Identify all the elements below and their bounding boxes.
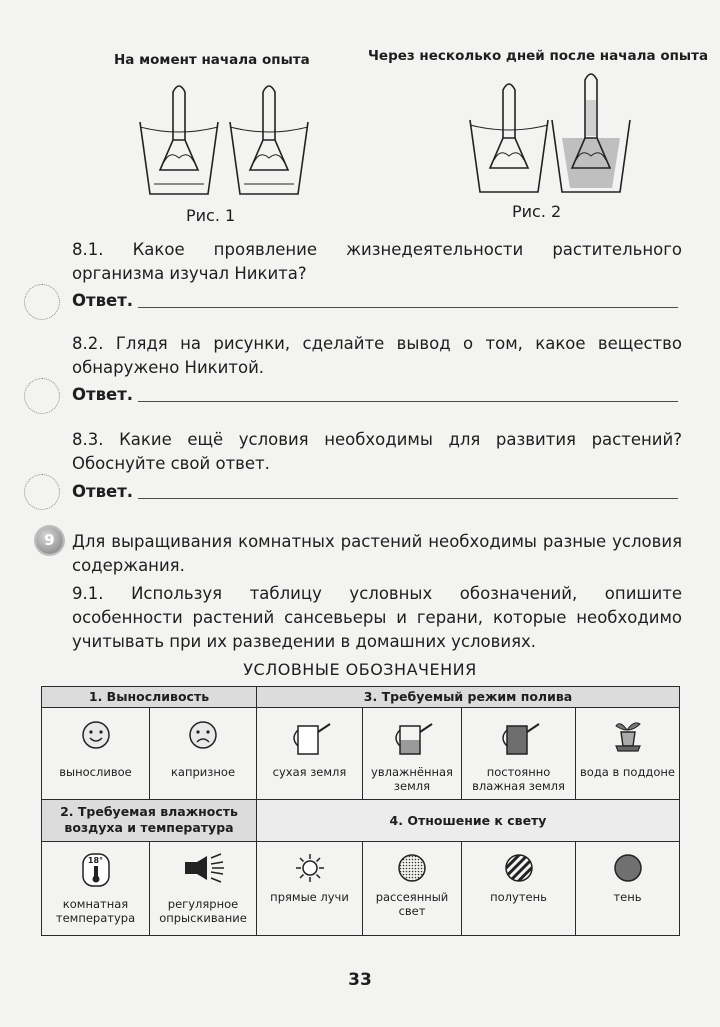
task-9-intro: Для выращивания комнатных растений необходимы разные условия содержания. <box>72 532 682 575</box>
smile-icon <box>81 720 111 750</box>
diffused-light-icon <box>396 852 428 884</box>
figure-1-drawing <box>130 72 310 202</box>
funnel-1 <box>160 140 198 170</box>
sad-face-icon <box>188 720 218 750</box>
figure-2-drawing <box>460 60 640 200</box>
task-number-badge: 9 <box>36 527 63 554</box>
answer-line-8-2[interactable] <box>138 401 678 402</box>
label-partial: полутень <box>490 890 547 904</box>
legend-cell-capricious <box>149 707 257 800</box>
legend-header-endurance: 1. Выносливость <box>41 686 257 708</box>
answer-label-8-3: Ответ. <box>72 482 134 501</box>
label-diffused: рассеянный свет <box>375 890 449 918</box>
legend-cell-shade <box>575 841 680 936</box>
label-wet: постоянно влажная земля <box>472 765 565 793</box>
label-tray: вода в поддоне <box>580 765 675 779</box>
temperature-badge: 18° <box>87 856 104 865</box>
figure-heading-later: Через несколько дней после начала опыта <box>368 48 709 64</box>
label-room-temp: комнатная температура <box>55 897 136 925</box>
legend-cell-partial <box>461 841 576 936</box>
funnel-2 <box>250 140 288 170</box>
figure-heading-start: На момент начала опыта <box>114 52 310 68</box>
legend-header-light: 4. Отношение к свету <box>256 799 680 842</box>
partial-shade-icon <box>503 852 535 884</box>
legend-header-watering: 3. Требуемый режим полива <box>256 686 680 708</box>
label-direct: прямые лучи <box>270 890 349 904</box>
label-moist: увлажнённая земля <box>371 765 453 793</box>
legend-cell-hardy <box>41 707 150 800</box>
score-circle-8-2 <box>24 378 60 414</box>
answer-label-8-2: Ответ. <box>72 385 134 404</box>
half-watering-can-icon <box>390 718 434 758</box>
legend-title: УСЛОВНЫЕ ОБОЗНАЧЕНИЯ <box>243 660 477 679</box>
question-8-3: 8.3. Какие ещё условия необходимы для развития растений? Обоснуйте свой ответ. <box>72 430 682 473</box>
figure-1-caption: Рис. 1 <box>186 206 236 225</box>
question-8-2: 8.2. Глядя на рисунки, сделайте вывод о том, какое вещество обнаружено Никитой. <box>72 334 682 377</box>
shade-icon <box>612 852 644 884</box>
spray-icon <box>181 852 225 884</box>
empty-watering-can-icon <box>288 718 332 758</box>
question-9-1: 9.1. Используя таблицу условных обозначений, опишите особенности растений сансевьеры и герани, которые необходимо учитывать при их разведении в домашних условиях. <box>72 584 682 651</box>
funnel-3 <box>490 138 528 168</box>
label-dry: сухая земля <box>272 765 347 779</box>
legend-cell-wet <box>461 707 576 800</box>
page-number: 33 <box>348 970 372 990</box>
legend-cell-dry <box>256 707 363 800</box>
legend-header-humidity: 2. Требуемая влажность воздуха и температура <box>41 799 257 842</box>
answer-label-8-1: Ответ. <box>72 291 134 310</box>
figure-2-caption: Рис. 2 <box>512 202 562 221</box>
score-circle-8-1 <box>24 284 60 320</box>
legend-cell-spraying <box>149 841 257 936</box>
label-shade: тень <box>613 890 642 904</box>
score-circle-8-3 <box>24 474 60 510</box>
legend-table <box>41 686 680 936</box>
answer-line-8-1[interactable] <box>138 307 678 308</box>
label-hardy: выносливое <box>59 765 132 779</box>
question-8-1: 8.1. Какое проявление жизнедеятельности растительного организма изучал Никита? <box>72 240 682 283</box>
legend-cell-moist <box>362 707 462 800</box>
label-spraying: регулярное опрыскивание <box>159 897 247 925</box>
full-watering-can-icon <box>497 718 541 758</box>
legend-cell-diffused <box>362 841 462 936</box>
sun-icon <box>294 852 326 884</box>
answer-line-8-3[interactable] <box>138 498 678 499</box>
legend-cell-tray <box>575 707 680 800</box>
pot-in-tray-icon <box>610 716 646 756</box>
legend-cell-direct <box>256 841 363 936</box>
label-capricious: капризное <box>170 765 236 779</box>
legend-cell-room-temp <box>41 841 150 936</box>
